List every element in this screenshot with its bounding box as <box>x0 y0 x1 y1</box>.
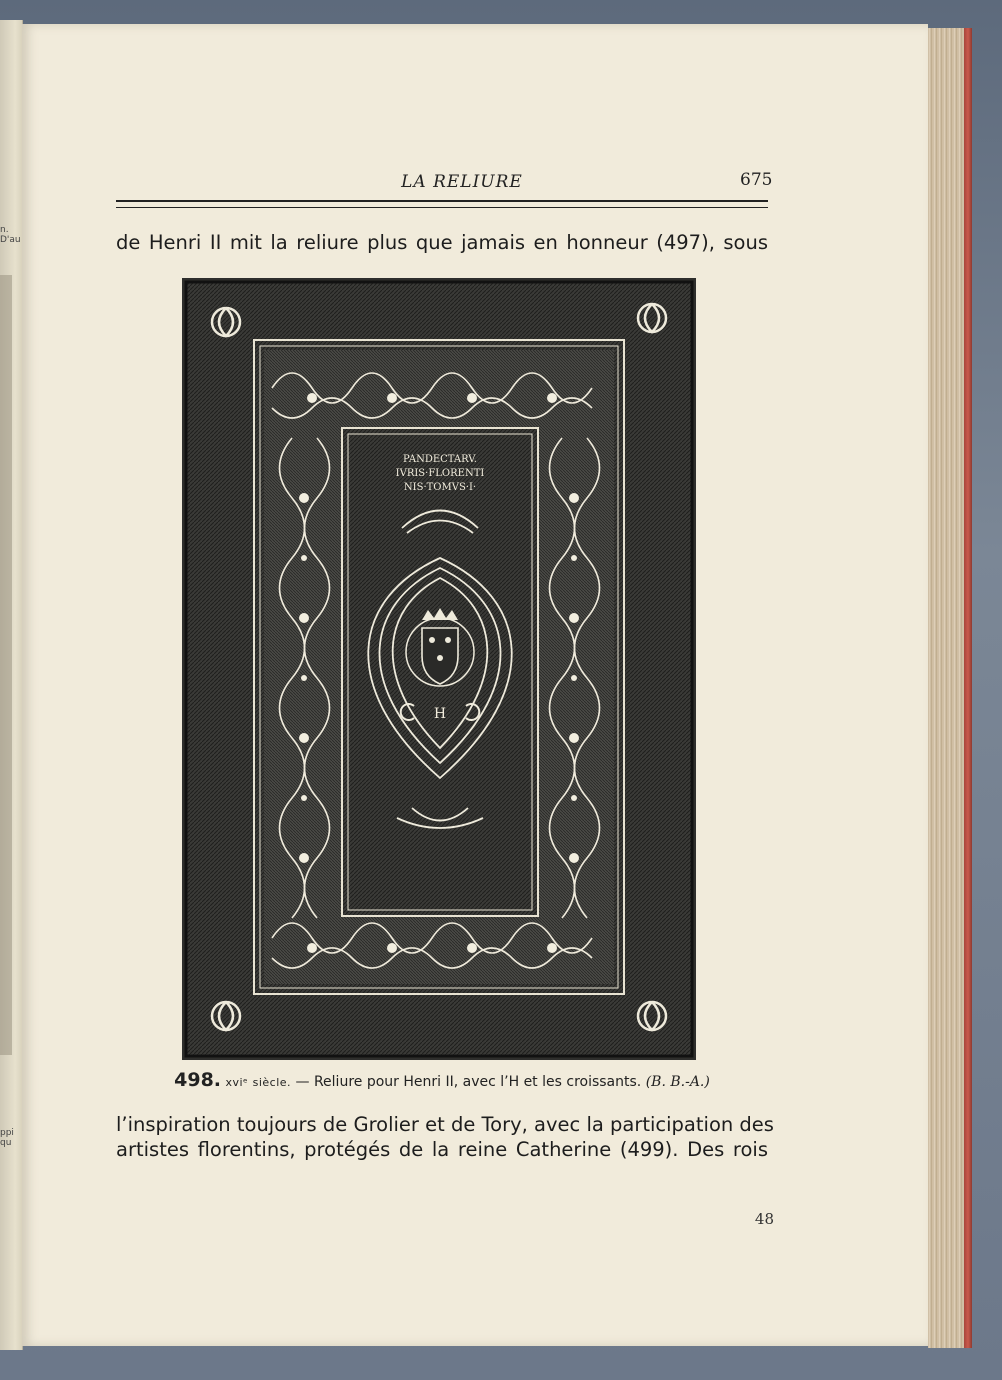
red-edge-binding <box>964 28 972 1348</box>
text-line: artistes florentins, protégés de la reine Catherine (499). Des rois <box>116 1138 768 1161</box>
text-line: de Henri II mit la reliure plus que jamais en honneur (497), sous <box>116 231 768 254</box>
caption-source: (B. B.-A.) <box>645 1074 710 1090</box>
facing-page-edge <box>0 20 23 1350</box>
book-page <box>22 24 928 1346</box>
paragraph-bottom <box>116 1112 774 1162</box>
binding-illustration <box>182 278 696 1060</box>
text-line: l’inspiration toujours de Grolier et de Tory, avec la participation des <box>116 1113 774 1136</box>
inscription-line-2: IVRIS·FLORENTI <box>395 468 485 479</box>
page-number: 675 <box>740 170 773 190</box>
page-fore-edge <box>928 28 972 1348</box>
caption-siecle: siècle. <box>252 1076 292 1089</box>
running-title: LA RELIURE <box>401 172 523 192</box>
facing-page-text-fragment: ppi qu <box>0 1128 14 1148</box>
title-inscription <box>396 454 485 493</box>
paragraph-top <box>116 230 768 255</box>
inscription-line-3: NIS·TOMVS·I· <box>403 482 477 493</box>
figure-caption <box>116 1069 768 1091</box>
figure-number: 498. <box>174 1069 222 1091</box>
facing-page-text-fragment: n. D'au <box>0 225 21 245</box>
binding-engraving <box>182 278 696 1060</box>
signature-mark: 48 <box>754 1210 774 1228</box>
inscription-line-1: PANDECTARV. <box>403 454 477 465</box>
header-rule <box>116 200 768 202</box>
header-rule-thin <box>116 207 768 208</box>
facing-page-image-strip <box>0 275 12 1055</box>
caption-century: xviᵉ <box>225 1076 249 1089</box>
henri-monogram: H <box>433 706 447 722</box>
caption-description: — Reliure pour Henri II, avec l’H et les croissants. <box>295 1074 642 1090</box>
